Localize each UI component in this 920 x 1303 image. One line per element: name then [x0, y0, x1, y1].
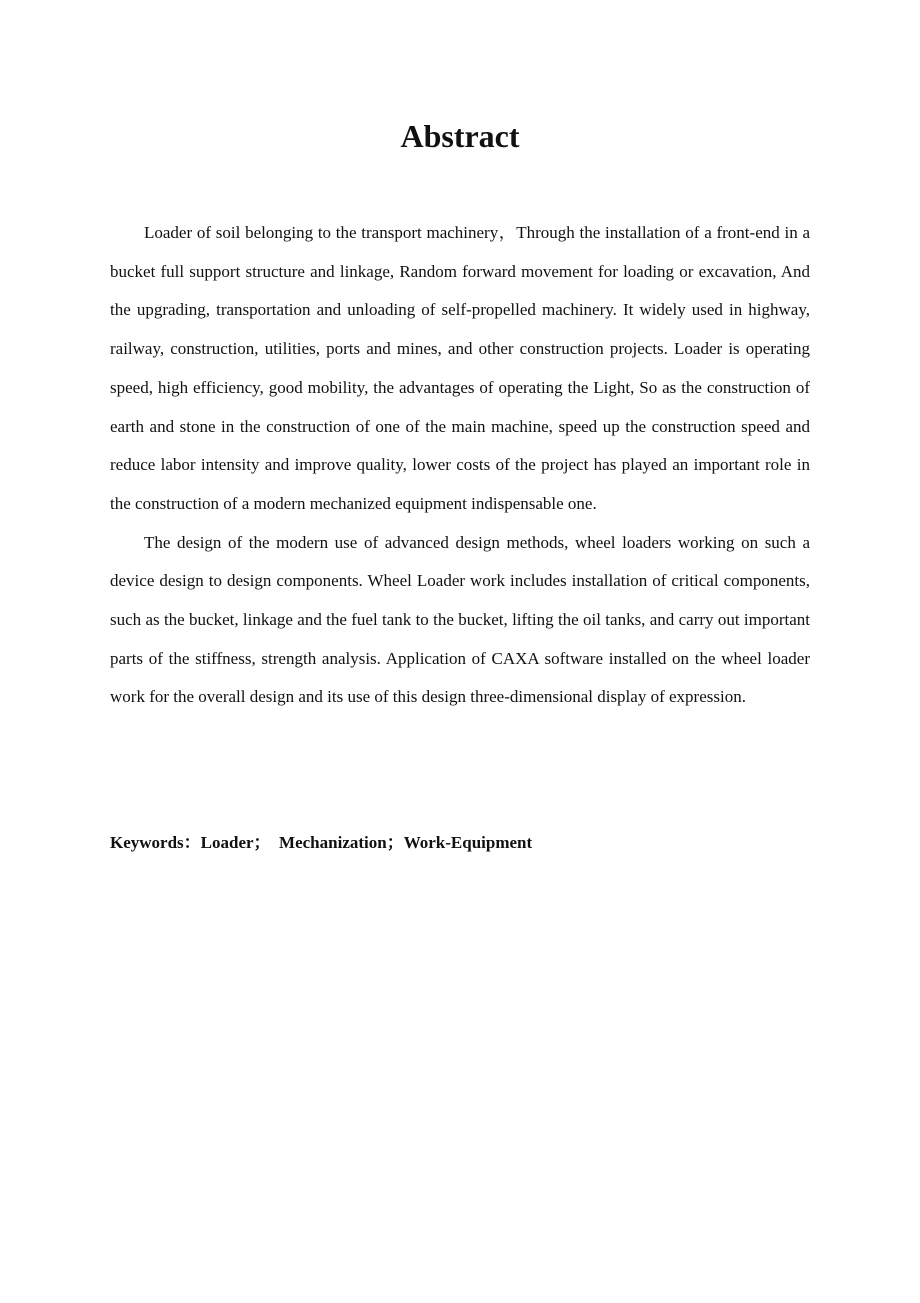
abstract-body: [110, 214, 810, 717]
abstract-paragraph-2: The design of the modern use of advanced design methods, wheel loaders working on such a device design to design components. Wheel Loader work includes installation of critical components, such as the bucket, linkage and the fuel tank to the bucket, lifting the oil tanks, and carry out important parts of the stiffness, strength analysis. Application of CAXA software installed on the wheel loader work for the overall design and its use of this design three-dimensional display of expression.: [110, 532, 810, 707]
keywords-line: Keywords：Loader； Mechanization；Work-Equipment: [110, 833, 533, 852]
page-title: Abstract: [400, 118, 520, 154]
abstract-paragraph-1: Loader of soil belonging to the transport machinery，Through the installation of a front-end in a bucket full support structure and linkage, Random forward movement for loading or excavation, And the upgrading, transportation and unloading of self-propelled machinery. It widely used in highway, railway, construction, utilities, ports and mines, and other construction projects. Loader is operating speed, high efficiency, good mobility, the advantages of operating the Light, So as the construction of earth and stone in the construction of one of the main machine, speed up the construction speed and reduce labor intensity and improve quality, lower costs of the project has played an important role in the construction of a modern mechanized equipment indispensable one.: [110, 223, 810, 513]
